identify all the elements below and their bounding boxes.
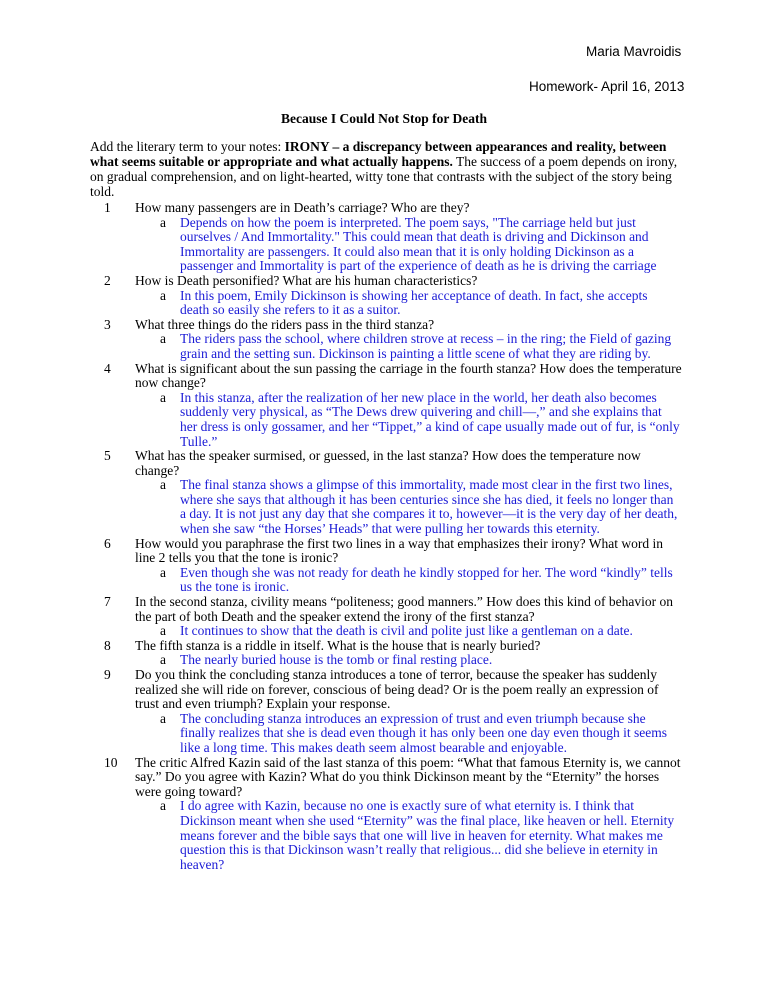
author-name: Maria Mavroidis	[586, 44, 682, 59]
question-text: What is significant about the sun passing the carriage in the fourth stanza? How does the temperature now change?	[135, 360, 682, 391]
answer-item	[0, 289, 768, 318]
question-text: How would you paraphrase the first two lines in a way that emphasizes their irony? What word in line 2 tells you that the tone is ironic?	[135, 535, 663, 566]
question-text: What has the speaker surmised, or guessed, in the last stanza? How does the temperature now change?	[135, 448, 641, 478]
answer-text: I do agree with Kazin, because no one is exactly sure of what eternity is. I think that Dickinson meant when she used “Eternity” was the final place, like heaven or hell. Eternity means forever and the bible says that one will live in heaven for eternity. What makes me question this is that Dickinson wasn’t really that religious... did she believe in eternity in heaven?	[180, 798, 675, 872]
question-text: What three things do the riders pass in the third stanza?	[135, 316, 435, 332]
question-item	[0, 756, 768, 800]
answer-item	[0, 712, 768, 756]
question-number: 2	[104, 272, 111, 288]
question-text: Do you think the concluding stanza introduces a tone of terror, because the speaker has suddenly realized she will ride on forever, conscious of being dead? Or is the poem really an expression of trust and even triumph? Explain your response.	[135, 667, 659, 712]
intro-paragraph	[90, 139, 690, 199]
question-item	[0, 537, 768, 566]
answer-text: Depends on how the poem is interpreted. The poem says, "The carriage held but just ourselves / And Immortality." This could mean that death is driving and Dickinson and Immortality are passengers. It could also mean that it is only holding Dickinson as a passenger and Immortality is part of the experience of death as he is driving the carriage	[180, 214, 657, 274]
question-number: 1	[104, 200, 111, 215]
question-item	[0, 595, 768, 624]
intro-rest: The success of a poem depends on irony, on gradual comprehension, and on light-hearted, witty tone that contrasts with the subject of the story being told.	[90, 154, 678, 199]
answer-item	[0, 624, 768, 639]
answer-item	[0, 332, 768, 361]
question-list	[0, 201, 768, 872]
question-item	[0, 318, 768, 333]
answer-letter: a	[160, 798, 166, 814]
question-item	[0, 668, 768, 712]
answer-letter: a	[160, 652, 166, 668]
answer-text: The nearly buried house is the tomb or final resting place.	[180, 652, 493, 668]
question-number: 3	[104, 316, 111, 332]
answer-letter: a	[160, 389, 166, 405]
answer-item	[0, 216, 768, 274]
question-item	[0, 274, 768, 289]
answer-item	[0, 799, 768, 872]
question-number: 10	[104, 754, 118, 770]
question-text: The critic Alfred Kazin said of the last stanza of this poem: “What that famous Eternity is, we cannot say.” Do you agree with Kazin? What do you think Dickinson meant by the “Eternity” the horses were going toward?	[135, 754, 681, 799]
answer-letter: a	[160, 710, 166, 726]
question-number: 6	[104, 535, 111, 551]
question-number: 7	[104, 594, 111, 610]
answer-text: It continues to show that the death is civil and polite just like a gentleman on a date.	[180, 623, 633, 639]
question-text: The fifth stanza is a riddle in itself. What is the house that is nearly buried?	[135, 637, 541, 653]
homework-date: Homework- April 16, 2013	[529, 79, 685, 94]
answer-letter: a	[160, 623, 166, 639]
answer-text: The final stanza shows a glimpse of this immortality, made most clear in the first two lines, where she says that although it has been centuries since she has died, it feels no longer than a day. It is not just any day that she compares it to, however—it is the very day of her death, when she saw “the Horses’ Heads” that were pulling her towards this eternity.	[180, 477, 678, 537]
answer-letter: a	[160, 287, 166, 303]
answer-text: Even though she was not ready for death he kindly stopped for her. The word “kindly” tells us the tone is ironic.	[180, 564, 673, 595]
answer-item	[0, 653, 768, 668]
question-number: 5	[104, 448, 111, 464]
answer-text: In this poem, Emily Dickinson is showing her acceptance of death. In fact, she accepts death so easily she refers to it as a suitor.	[180, 287, 648, 318]
question-item	[0, 639, 768, 654]
question-item	[0, 362, 768, 391]
question-number: 4	[104, 360, 111, 376]
question-number: 9	[104, 667, 111, 682]
answer-item	[0, 566, 768, 595]
question-item	[0, 201, 768, 216]
question-text: How many passengers are in Death’s carriage? Who are they?	[135, 200, 470, 215]
answer-item	[0, 478, 768, 536]
answer-item	[0, 391, 768, 449]
question-number: 8	[104, 637, 111, 653]
intro-lead: Add the literary term to your notes:	[90, 139, 285, 154]
question-item	[0, 449, 768, 478]
answer-letter: a	[160, 477, 166, 493]
document-title: Because I Could Not Stop for Death	[280, 111, 487, 126]
answer-letter: a	[160, 214, 166, 230]
answer-text: The riders pass the school, where children strove at recess – in the ring; the Field of gazing grain and the setting sun. Dickinson is painting a little scene of what they are riding by.	[180, 331, 672, 361]
irony-definition: IRONY – a discrepancy between appearances and reality, between what seems suitable or appropriate and what actually happens.	[90, 139, 667, 169]
answer-text: In this stanza, after the realization of her new place in the world, her death also becomes suddenly very physical, as “The Dews drew quivering and chill—,” and she explains that her dress is only gossamer, and her “Tippet,” a kind of cape usually made out of fur, is “only Tulle.”	[180, 389, 680, 449]
answer-text: The concluding stanza introduces an expression of trust and even triumph because she finally realizes that she is dead even though it has only been one day even though it seems like a long time. This makes death seem almost bearable and enjoyable.	[180, 710, 667, 755]
question-text: In the second stanza, civility means “politeness; good manners.” How does this kind of behavior on the part of both Death and the speaker extend the irony of the first stanza?	[135, 594, 674, 624]
answer-letter: a	[160, 331, 166, 347]
answer-letter: a	[160, 564, 166, 580]
question-text: How is Death personified? What are his human characteristics?	[135, 272, 478, 288]
